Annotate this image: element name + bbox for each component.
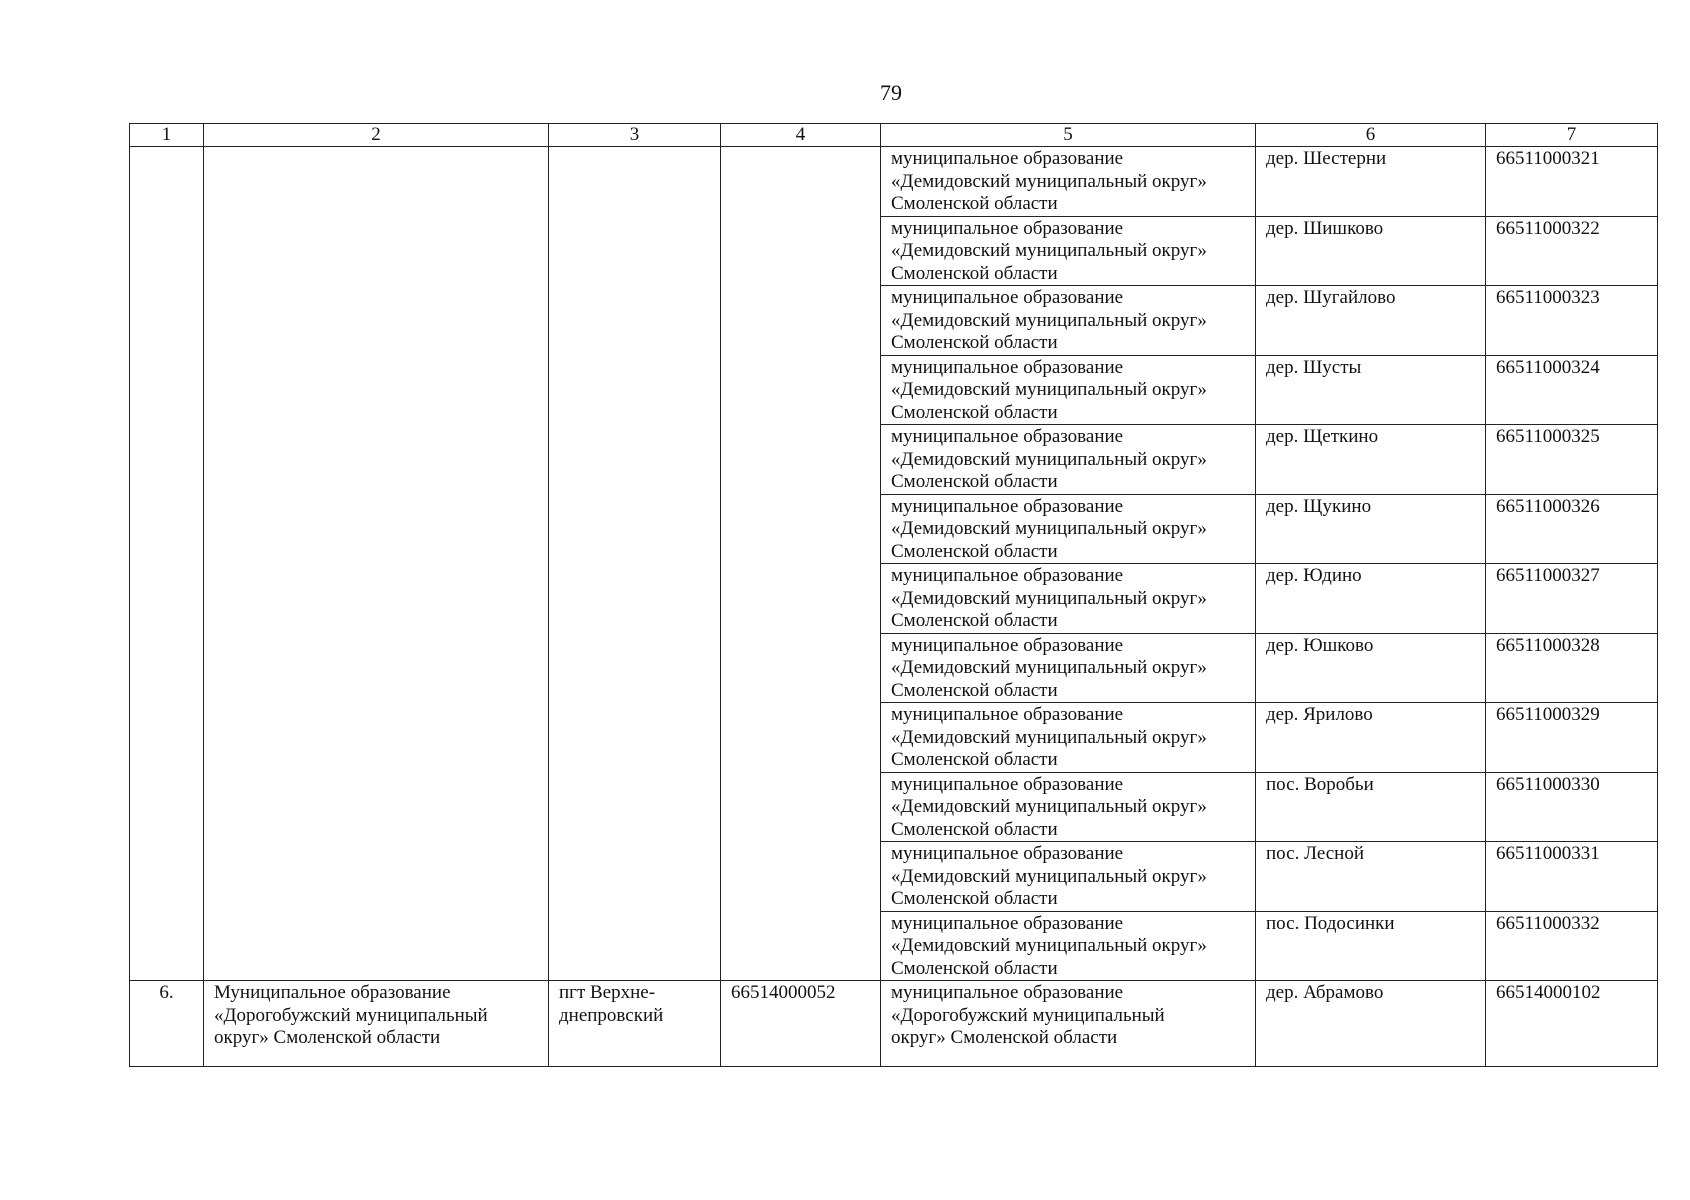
municipality-line: «Демидовский муниципальный округ» <box>891 935 1207 956</box>
settlements-table <box>129 123 1658 1067</box>
code-cell: 66511000331 <box>1486 842 1658 912</box>
code-cell: 66511000327 <box>1486 564 1658 634</box>
municipality-line: «Демидовский муниципальный округ» <box>891 587 1207 609</box>
municipality-cell <box>881 564 1256 634</box>
municipality-line: «Демидовский муниципальный округ» <box>891 309 1207 331</box>
municipality-line: Смоленской области <box>891 610 1058 631</box>
municipality-cell <box>881 911 1256 981</box>
municipality-line: Смоленской области <box>891 888 1058 909</box>
municipality-line: Смоленской области <box>891 471 1058 492</box>
municipality-cell <box>881 703 1256 773</box>
merged-empty-cell-center-code <box>721 147 881 981</box>
merged-empty-cell-center <box>549 147 721 981</box>
district-name-line: округ» Смоленской области <box>214 1027 441 1048</box>
settlement-cell: дер. Шусты <box>1256 355 1486 425</box>
column-header-2: 2 <box>204 124 549 147</box>
column-header-6: 6 <box>1256 124 1486 147</box>
municipality-line: «Демидовский муниципальный округ» <box>891 170 1207 192</box>
municipality-cell <box>881 355 1256 425</box>
center-code-cell: 66514000052 <box>721 981 881 1067</box>
municipality-line: «Демидовский муниципальный округ» <box>891 865 1207 887</box>
municipality-line: «Демидовский муниципальный округ» <box>891 379 1207 400</box>
settlement-cell: дер. Юдино <box>1256 564 1486 634</box>
code-cell: 66511000325 <box>1486 425 1658 495</box>
merged-empty-cell-district <box>204 147 549 981</box>
municipality-line: муниципальное образование <box>891 148 1124 169</box>
page-number: 79 <box>880 80 902 105</box>
settlement-cell: дер. Шестерни <box>1256 147 1486 217</box>
column-header-7: 7 <box>1486 124 1658 147</box>
settlement-cell: пос. Воробьи <box>1256 772 1486 842</box>
code-cell: 66511000321 <box>1486 147 1658 217</box>
municipality-cell <box>881 981 1256 1067</box>
municipality-line: «Демидовский муниципальный округ» <box>891 518 1207 539</box>
municipality-line: Смоленской области <box>891 749 1058 770</box>
column-header-row <box>130 124 1658 147</box>
municipality-line: «Демидовский муниципальный округ» <box>891 796 1207 817</box>
municipality-line: муниципальное образование <box>891 704 1124 725</box>
district-name-cell <box>204 981 549 1067</box>
municipality-line: муниципальное образование <box>891 634 1124 656</box>
municipality-line: Смоленской области <box>891 957 1058 979</box>
settlement-cell: дер. Абрамово <box>1256 981 1486 1067</box>
municipality-line: Смоленской области <box>891 193 1058 214</box>
column-header-5: 5 <box>881 124 1256 147</box>
center-cell <box>549 981 721 1067</box>
settlement-cell: дер. Юшково <box>1256 633 1486 703</box>
column-header-3: 3 <box>549 124 721 147</box>
municipality-line: Смоленской области <box>891 262 1058 284</box>
district-name-line: «Дорогобужский муниципальный <box>214 1004 488 1026</box>
municipality-line: муниципальное образование <box>891 426 1124 447</box>
merged-empty-cell-number <box>130 147 204 981</box>
municipality-line: «Демидовский муниципальный округ» <box>891 240 1207 261</box>
code-cell: 66511000326 <box>1486 494 1658 564</box>
municipality-line: «Дорогобужский муниципальный <box>891 1004 1165 1026</box>
municipality-cell <box>881 842 1256 912</box>
municipality-cell <box>881 494 1256 564</box>
municipality-cell <box>881 286 1256 356</box>
table-row <box>130 147 1658 217</box>
municipality-cell <box>881 772 1256 842</box>
municipality-line: Смоленской области <box>891 401 1058 423</box>
code-cell: 66511000323 <box>1486 286 1658 356</box>
code-cell: 66511000332 <box>1486 911 1658 981</box>
settlement-cell: пос. Подосинки <box>1256 911 1486 981</box>
center-line: пгт Верхне- <box>559 982 656 1003</box>
code-cell: 66511000324 <box>1486 355 1658 425</box>
municipality-line: округ» Смоленской области <box>891 1027 1118 1048</box>
column-header-1: 1 <box>130 124 204 147</box>
code-cell: 66511000329 <box>1486 703 1658 773</box>
municipality-line: муниципальное образование <box>891 287 1124 308</box>
municipality-line: муниципальное образование <box>891 495 1124 517</box>
code-cell: 66511000328 <box>1486 633 1658 703</box>
code-cell: 66514000102 <box>1486 981 1658 1067</box>
municipality-cell <box>881 216 1256 286</box>
code-cell: 66511000330 <box>1486 772 1658 842</box>
municipality-line: Смоленской области <box>891 679 1058 701</box>
municipality-line: Смоленской области <box>891 332 1058 353</box>
municipality-cell <box>881 147 1256 217</box>
municipality-line: «Демидовский муниципальный округ» <box>891 657 1207 678</box>
center-line: днепровский <box>559 1004 664 1026</box>
settlement-cell: дер. Щукино <box>1256 494 1486 564</box>
municipality-line: муниципальное образование <box>891 565 1124 586</box>
settlement-cell: дер. Шишково <box>1256 216 1486 286</box>
municipality-line: «Демидовский муниципальный округ» <box>891 726 1207 748</box>
table-row-entry-6 <box>130 981 1658 1067</box>
municipality-cell <box>881 425 1256 495</box>
entry-number: 6. <box>130 981 204 1067</box>
municipality-line: муниципальное образование <box>891 912 1124 934</box>
settlement-cell: дер. Шугайлово <box>1256 286 1486 356</box>
municipality-line: муниципальное образование <box>891 356 1124 378</box>
municipality-cell <box>881 633 1256 703</box>
code-cell: 66511000322 <box>1486 216 1658 286</box>
municipality-line: муниципальное образование <box>891 217 1124 239</box>
municipality-line: Смоленской области <box>891 818 1058 840</box>
district-name-line: Муниципальное образование <box>214 982 451 1003</box>
municipality-line: муниципальное образование <box>891 843 1124 864</box>
column-header-4: 4 <box>721 124 881 147</box>
municipality-line: муниципальное образование <box>891 773 1124 795</box>
settlement-cell: пос. Лесной <box>1256 842 1486 912</box>
settlement-cell: дер. Щеткино <box>1256 425 1486 495</box>
municipality-line: Смоленской области <box>891 540 1058 562</box>
municipality-line: «Демидовский муниципальный округ» <box>891 448 1207 470</box>
settlement-cell: дер. Ярилово <box>1256 703 1486 773</box>
municipality-line: муниципальное образование <box>891 982 1124 1003</box>
